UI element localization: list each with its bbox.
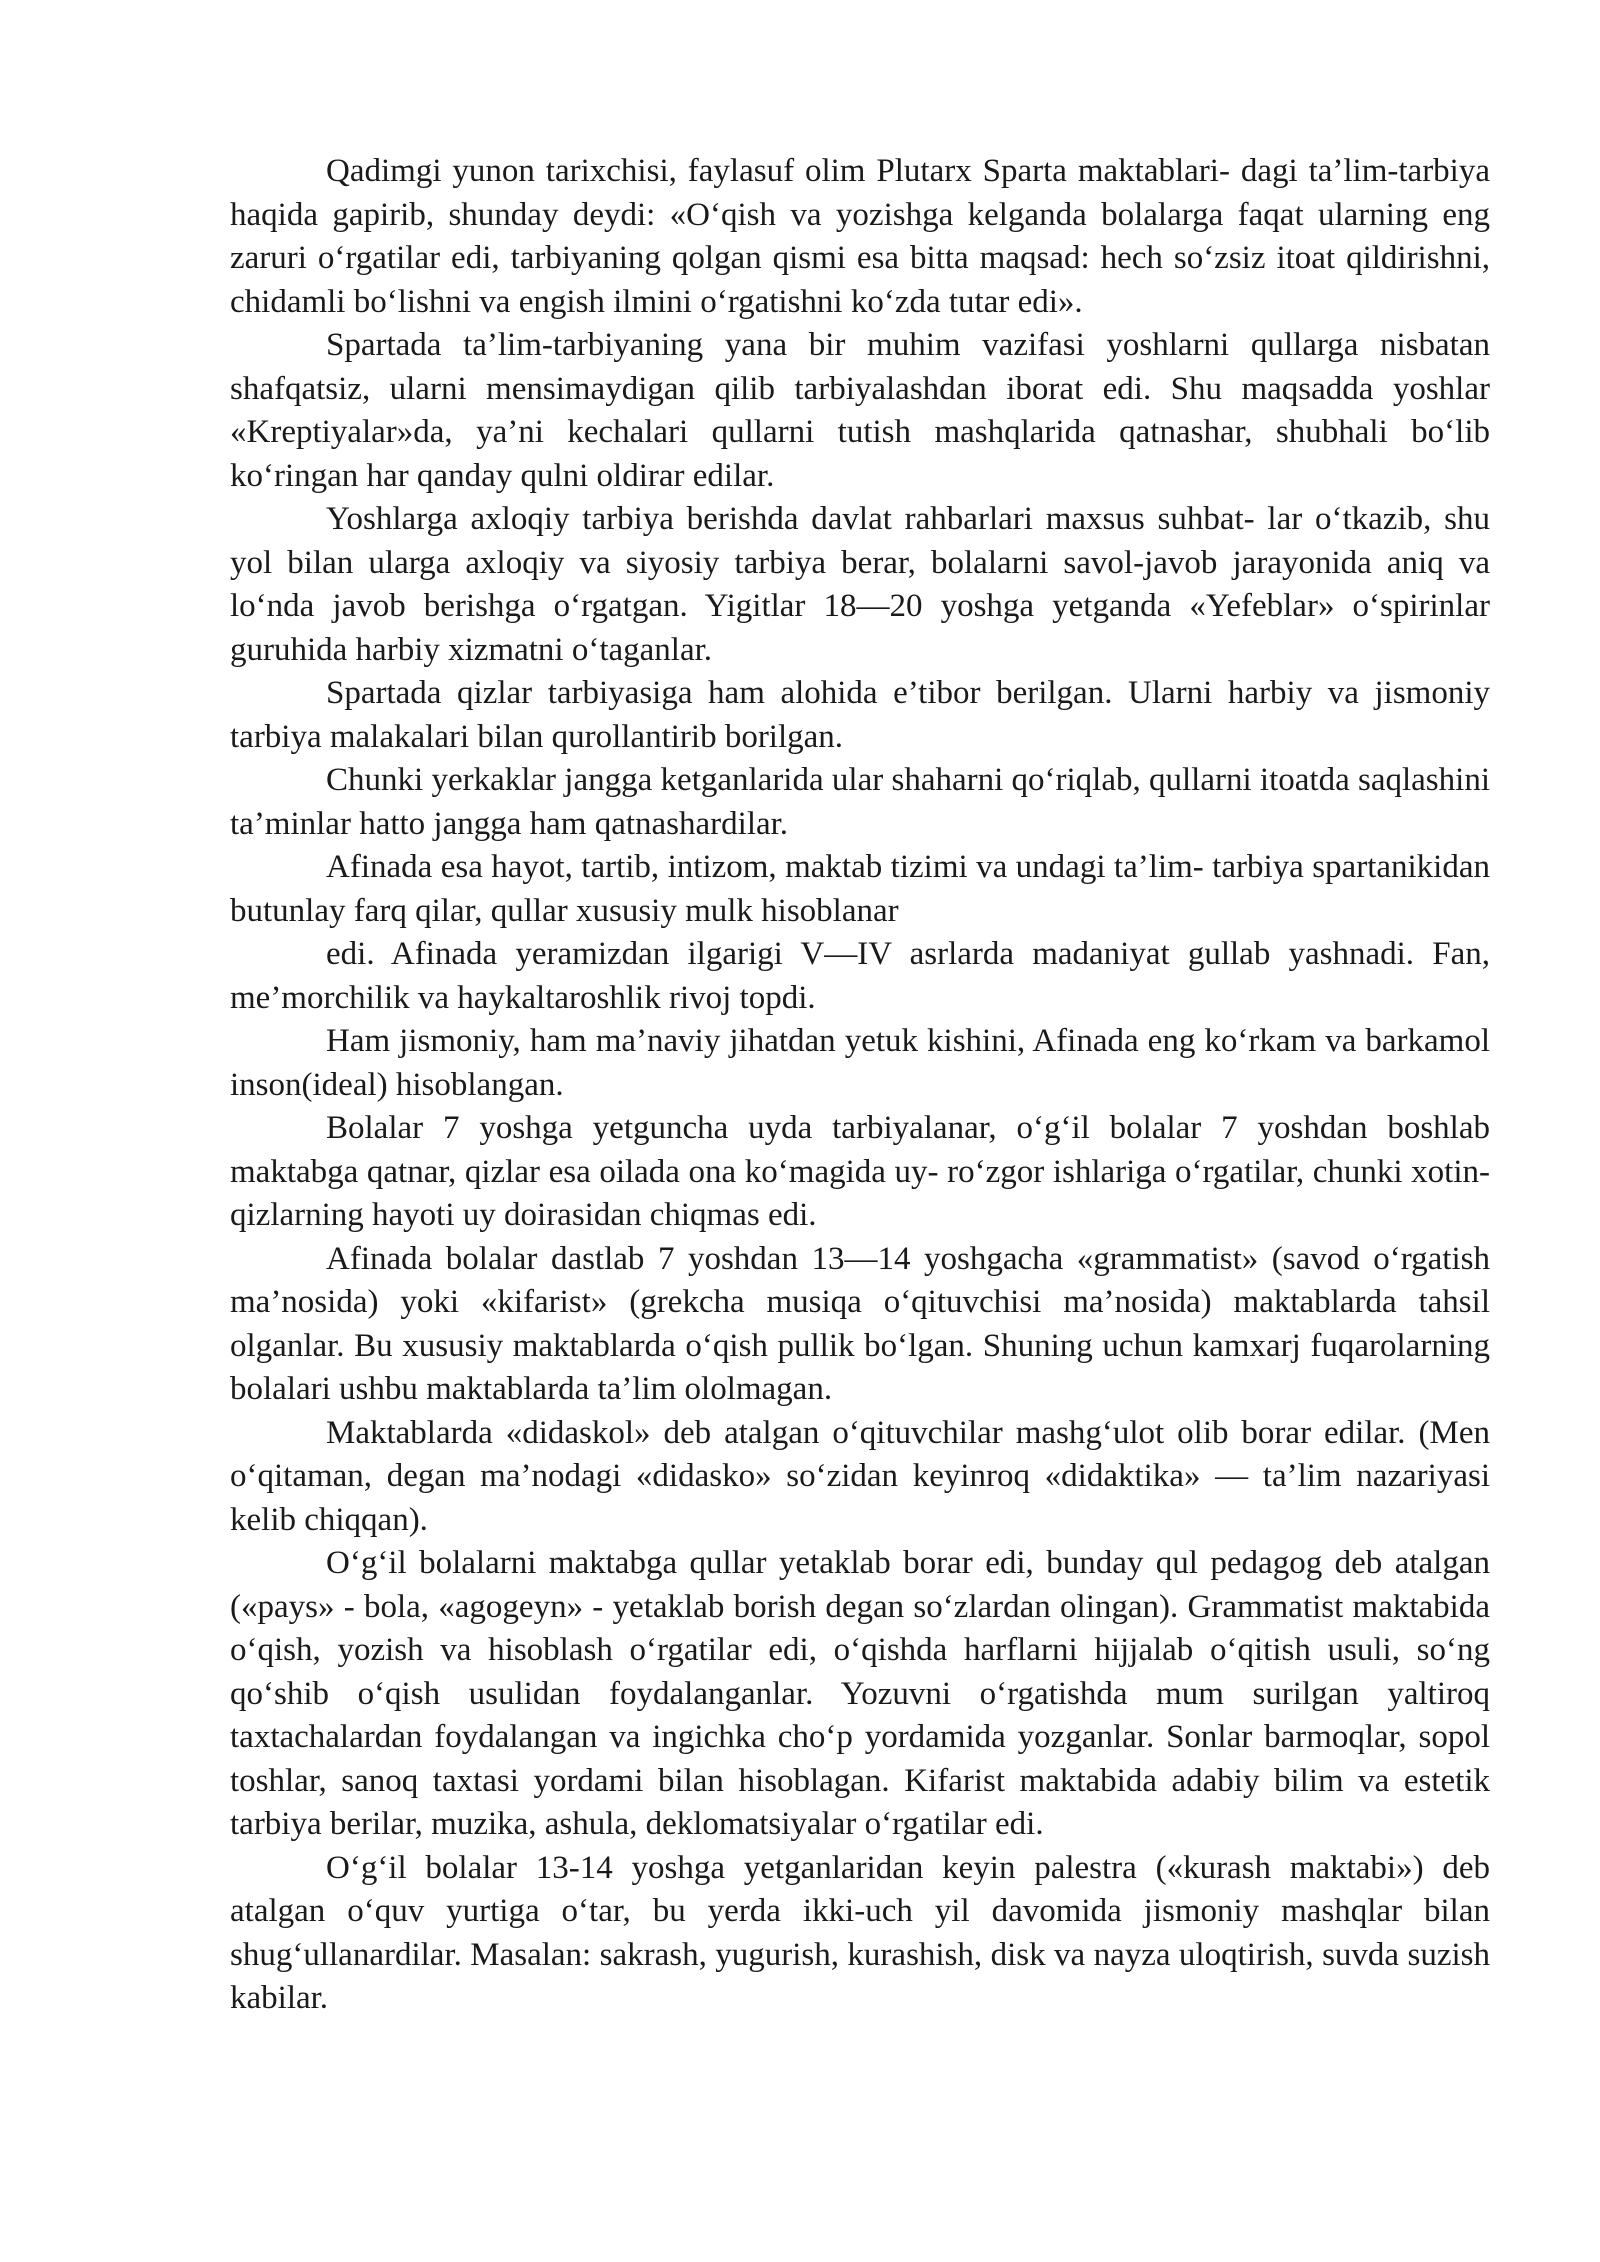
- paragraph-athens-intro: Afinada esa hayot, tartib, intizom, maktab tizimi va undagi ta’lim- tarbiya spartanikidan butunlay farq qilar, qullar xususiy mulk hisoblanar: [230, 849, 1490, 929]
- paragraph-athens-culture: edi. Afinada yeramizdan ilgarigi V—IV asrlarda madaniyat gullab yashnadi. Fan, me’morchilik va haykaltaroshlik rivoj topdi.: [230, 936, 1490, 1016]
- paragraph-pedagog: O‘g‘il bolalarni maktabga qullar yetaklab borar edi, bunday qul pedagog deb atalgan («pays» - bola, «agogeyn» - yetaklab borish degan so‘zlardan olingan). Grammatist maktabida o‘qish, yozish va hisoblash o‘rgatilar edi, o‘qishda harflarni hijjalab o‘qitish usuli, so‘ng qo‘shib o‘qish usulidan foydalanganlar. Yozuvni o‘rgatishda mum surilgan yaltiroq taxtachalardan foydalangan va ingichka cho‘p yordamida yozganlar. Sonlar barmoqlar, sopol toshlar, sanoq taxtasi yordami bilan hisoblagan. Kifarist maktabida adabiy bilim va estetik tarbiya berilar, muzika, ashula, deklomatsiyalar o‘rgatilar edi.: [230, 1545, 1490, 1842]
- paragraph-men-war: Chunki yerkaklar jangga ketganlarida ular shaharni qo‘riqlab, qullarni itoatda saqlashini ta’minlar hatto jangga ham qatnashardilar.: [230, 762, 1490, 842]
- paragraph-didaskol: Maktablarda «didaskol» deb atalgan o‘qituvchilar mashg‘ulot olib borar edilar. (Men o‘qitaman, degan ma’nodagi «didasko» so‘zidan keyinroq «didaktika» — ta’lim nazariyasi kelib chiqqan).: [230, 1414, 1490, 1538]
- paragraph-palestra: O‘g‘il bolalar 13-14 yoshga yetganlaridan keyin palestra («kurash maktabi») deb atalgan o‘quv yurtiga o‘tar, bu yerda ikki-uch yil davomida jismoniy mashqlar bilan shug‘ullanardilar. Masalan: sakrash, yugurish, kurashish, disk va nayza uloqtirish, suvda suzish kabilar.: [230, 1849, 1490, 2016]
- paragraph-plutarx-quote: Qadimgi yunon tarixchisi, faylasuf olim Plutarx Sparta maktablari- dagi ta’lim-tarbiya haqida gapirib, shunday deydi: «O‘qish va yozishga kelganda bolalarga faqat ularning eng zaruri o‘rgatilar edi, tarbiyaning qolgan qismi esa bitta maqsad: hech so‘zsiz itoat qildirishni, chidamli bo‘lishni va engish ilmini o‘rgatishni ko‘zda tutar edi».: [230, 153, 1490, 320]
- paragraph-moral-education: Yoshlarga axloqiy tarbiya berishda davlat rahbarlari maxsus suhbat- lar o‘tkazib, shu yol bilan ularga axloqiy va siyosiy tarbiya berar, bolalarni savol-javob jarayonida aniq va lo‘nda javob berishga o‘rgatgan. Yigitlar 18—20 yoshga yetganda «Yefeblar» o‘spirinlar guruhida harbiy xizmatni o‘taganlar.: [230, 501, 1490, 668]
- paragraph-grammatist-kifarist: Afinada bolalar dastlab 7 yoshdan 13—14 yoshgacha «grammatist» (savod o‘rgatish ma’nosida) yoki «kifarist» (grekcha musiqa o‘qituvchisi ma’nosida) maktablarda tahsil olganlar. Bu xususiy maktablarda o‘qish pullik bo‘lgan. Shuning uchun kamxarj fuqarolarning bolalari ushbu maktablarda ta’lim ololmagan.: [230, 1240, 1490, 1407]
- paragraph-sparta-slaves: Spartada ta’lim-tarbiyaning yana bir muhim vazifasi yoshlarni qullarga nisbatan shafqatsiz, ularni mensimaydigan qilib tarbiyalashdan iborat edi. Shu maqsadda yoshlar «Kreptiyalar»da, ya’ni kechalari qullarni tutish mashqlarida qatnashar, shubhali bo‘lib ko‘ringan har qanday qulni oldirar edilar.: [230, 327, 1490, 494]
- paragraph-girls-education: Spartada qizlar tarbiyasiga ham alohida e’tibor berilgan. Ularni harbiy va jismoniy tarbiya malakalari bilan qurollantirib borilgan.: [230, 675, 1490, 755]
- document-body: [230, 150, 1490, 2021]
- paragraph-children-home: Bolalar 7 yoshga yetguncha uyda tarbiyalanar, o‘g‘il bolalar 7 yoshdan boshlab maktabga qatnar, qizlar esa oilada ona ko‘magida uy- ro‘zgor ishlariga o‘rgatilar, chunki xotin-qizlarning hayoti uy doirasidan chiqmas edi.: [230, 1110, 1490, 1233]
- paragraph-ideal-person: Ham jismoniy, ham ma’naviy jihatdan yetuk kishini, Afinada eng ko‘rkam va barkamol inson(ideal) hisoblangan.: [230, 1023, 1490, 1103]
